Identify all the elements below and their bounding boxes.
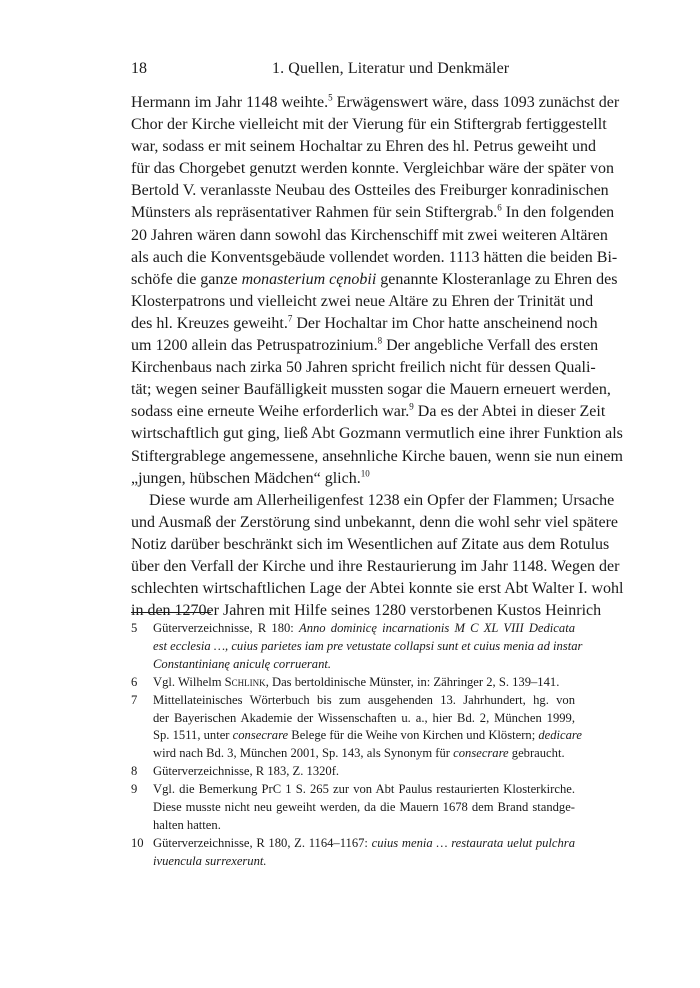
text-run: und Ausmaß der Zerstörung sind unbekannt, denn die wohl sehr viel spätere	[131, 513, 618, 531]
body-line	[131, 534, 610, 556]
italic-text: Constantinianę aniculę corruerant.	[153, 656, 332, 671]
footnote	[131, 781, 575, 835]
footnote-ref: 7	[287, 313, 293, 324]
footnote-number: 6	[131, 674, 138, 689]
text-run: Vgl. die Bemerkung PrC 1 S. 265 zur von Abt Paulus restaurierten Klosterkirche.	[153, 782, 575, 797]
text-run: Da es der Abtei in dieser Zeit	[413, 403, 606, 421]
text-run: Der angebliche Verfall des ersten	[382, 337, 599, 355]
footnote-line	[153, 727, 582, 745]
footnote-line	[153, 710, 575, 728]
footnote-line	[153, 835, 575, 853]
footnote-ref: 9	[409, 401, 414, 412]
text-run: In den folgenden	[501, 204, 615, 222]
footnote-ref: 8	[377, 335, 383, 346]
text-run: Münsters als repräsentativer Rahmen für sein Stiftergrab.	[131, 204, 498, 222]
footnote	[131, 835, 575, 871]
text-run: wirtschaftlich gut ging, ließ Abt Gozmann vermutlich eine ihrer Funktion als	[131, 425, 623, 443]
body-line	[131, 136, 597, 158]
footnote-line	[153, 763, 575, 781]
body-line	[131, 202, 615, 224]
body-line	[131, 578, 624, 600]
footnote-line	[153, 853, 575, 871]
body-line	[131, 114, 607, 136]
text-run: Sp. 1511, unter	[153, 728, 233, 743]
body-line	[131, 158, 614, 180]
footnote-number: 7	[131, 692, 138, 707]
text-run: schöfe die ganze	[131, 270, 242, 288]
italic-text: cuius menia … restaurata uelut pulchra	[371, 835, 575, 850]
body-line	[131, 556, 620, 578]
running-head: 1. Quellen, Literatur und Denkmäler	[272, 60, 510, 77]
text-run: Mittellateinisches Wörterbuch bis zum ausgehenden 13. Jahrhundert, hg. von	[153, 692, 575, 707]
text-run: schlechten wirtschaftlichen Lage der Abtei konnte sie erst Abt Walter I. wohl	[131, 580, 624, 598]
body-line	[131, 92, 620, 114]
text-run: Bertold V. veranlasste Neubau des Ostteiles des Freiburger konradinischen	[131, 182, 609, 200]
footnote-number: 10	[131, 835, 144, 850]
text-run: für das Chorgebet genutzt werden konnte. Vergleichbar wäre der später von	[131, 160, 614, 178]
footnote-line	[153, 620, 575, 638]
text-run: in den 1270er Jahren mit Hilfe seines 1280 verstorbenen Kustos Heinrich	[131, 602, 602, 620]
text-run: des hl. Kreuzes geweiht.	[131, 314, 288, 332]
text-run: Erwägenswert wäre, dass 1093 zunächst der	[332, 94, 620, 111]
footnote-rule	[131, 612, 211, 613]
text-run: Vgl. Wilhelm	[153, 674, 225, 689]
body-line	[131, 512, 618, 534]
text-run: Güterverzeichnisse, R 180, Z. 1164–1167:	[153, 835, 372, 850]
body-text	[131, 92, 624, 622]
footnote-number: 9	[131, 782, 138, 797]
text-run: war, sodass er mit seinem Hochaltar zu Ehren des hl. Petrus geweiht und	[131, 138, 597, 156]
footnote-line	[153, 674, 575, 692]
footnote	[131, 763, 575, 781]
footnote-ref: 6	[497, 203, 502, 214]
body-line	[131, 225, 608, 247]
italic-text: monasterium cęnobii	[241, 270, 377, 288]
text-run: wird nach Bd. 3, München 2001, Sp. 143, als Synonym für	[153, 746, 454, 761]
footnote-ref: 10	[360, 468, 370, 479]
text-run: Klosterpatrons und vielleicht zwei neue Altäre zu Ehren der Trinität und	[131, 292, 594, 310]
text-run: , Das bertoldinische Münster, in: Zähringer 2, S. 139–141.	[265, 674, 560, 689]
footnote	[131, 692, 582, 764]
body-line	[131, 269, 618, 291]
footnote-line	[153, 692, 575, 710]
italic-text: Anno dominicę incarnationis M C XL VIII Dedicata	[299, 621, 575, 635]
author-name: Schlink	[224, 674, 266, 689]
text-run: Kirchenbaus nach zirka 50 Jahren spricht freilich nicht für dessen Quali-	[131, 359, 596, 377]
text-run: tät; wegen seiner Baufälligkeit mussten sogar die Mauern erneuert werden,	[131, 381, 611, 399]
text-run: gebraucht.	[508, 746, 565, 761]
text-run: 20 Jahren wären dann sowohl das Kirchenschiff mit zwei weiteren Altären	[131, 226, 608, 244]
footnote-ref: 5	[328, 92, 333, 103]
body-line	[131, 446, 623, 468]
footnotes	[131, 620, 583, 871]
text-run: um 1200 allein das Petruspatrozinium.	[131, 337, 378, 355]
body-line	[131, 247, 618, 269]
text-run: Güterverzeichnisse, R 180:	[153, 621, 299, 635]
body-line	[131, 468, 575, 490]
text-run: Notiz darüber beschränkt sich im Wesentlichen auf Zitate aus dem Rotulus	[131, 535, 610, 553]
body-line	[131, 423, 623, 445]
text-run: Diese wurde am Allerheiligenfest 1238 ein Opfer der Flammen; Ursache	[149, 491, 615, 509]
footnote-line	[153, 638, 583, 656]
italic-text: consecrare	[232, 728, 289, 743]
footnote-number: 5	[131, 621, 138, 635]
italic-text: consecrare	[453, 746, 509, 761]
body-line	[131, 490, 615, 512]
body-line	[131, 180, 609, 202]
text-run: sodass eine erneute Weihe erforderlich war.	[131, 403, 410, 421]
text-run: Chor der Kirche vielleicht mit der Vierung für ein Stiftergrab fertiggestellt	[131, 116, 607, 134]
footnote-number: 8	[131, 764, 138, 779]
body-line	[131, 335, 599, 357]
page-number: 18	[131, 60, 147, 77]
text-run: „jungen, hübschen Mädchen“ glich.	[131, 469, 361, 487]
body-line	[131, 379, 611, 401]
text-run: als auch die Konventsgebäude vollendet worden. 1113 hätten die beiden Bi-	[131, 248, 618, 266]
body-line	[131, 357, 596, 379]
text-run: über den Verfall der Kirche und ihre Restaurierung im Jahr 1148. Wegen der	[131, 557, 620, 575]
footnote	[131, 674, 575, 692]
body-line	[131, 313, 598, 335]
footnote-line	[153, 745, 575, 763]
text-run: Der Hochaltar im Chor hatte anscheinend noch	[292, 314, 598, 332]
footnote-line	[153, 799, 575, 817]
italic-text: est ecclesia …, cuius parietes iam pre vetustate collapsi sunt et cuius menia ad instar	[153, 638, 583, 653]
footnote-line	[153, 656, 575, 674]
text-run: der Bayerischen Akademie der Wissenschaften u. a., hier Bd. 2, München 1999,	[153, 710, 575, 725]
text-run: Güterverzeichnisse, R 183, Z. 1320f.	[153, 764, 340, 779]
italic-text: ivuencula surrexerunt.	[153, 853, 267, 868]
text-run: Diese musste nicht neu geweiht werden, da die Mauern 1678 dem Brand standge-	[153, 800, 575, 815]
body-line	[131, 291, 594, 313]
footnote-line	[153, 781, 575, 799]
footnote-line	[153, 817, 575, 835]
body-line	[131, 401, 606, 423]
footnote	[131, 620, 583, 674]
text-run: halten hatten.	[153, 817, 221, 832]
italic-text: dedicare	[538, 728, 582, 743]
text-run: Hermann im Jahr 1148 weihte.	[131, 94, 329, 111]
text-run: Stiftergrablege angemessene, ansehnliche Kirche bauen, wenn sie nun einem	[131, 447, 623, 465]
text-run: genannte Klosteranlage zu Ehren des	[376, 270, 618, 288]
text-run: Belege für die Weihe von Kirchen und Klöstern;	[288, 728, 539, 743]
